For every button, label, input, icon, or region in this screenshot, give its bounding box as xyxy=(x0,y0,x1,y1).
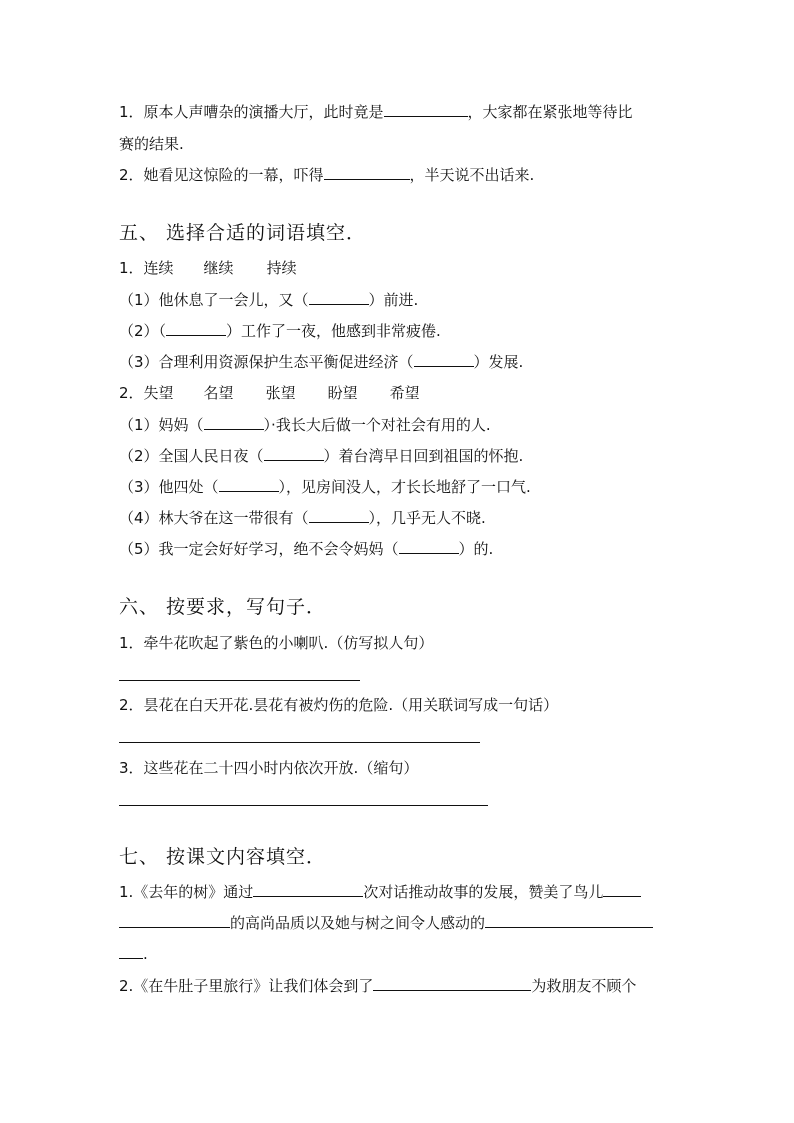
s5-group-2-words xyxy=(119,383,420,403)
s5-g1-s2-text-a: （2）（ xyxy=(119,322,167,340)
s5-g1-s2-blank[interactable] xyxy=(166,321,226,336)
s5-group-1-words xyxy=(119,258,297,278)
s5-g2-word-3: 张望 xyxy=(265,384,296,402)
s5-g1-sentence-3 xyxy=(119,352,523,372)
section-5-title: 五、 选择合适的词语填空． xyxy=(119,222,367,244)
s6-question-3: 3．这些花在二十四小时内依次开放.（缩句） xyxy=(119,759,419,777)
s6-q1-answer-line[interactable] xyxy=(119,680,360,681)
section-7-title: 七、 按课文内容填空． xyxy=(119,846,327,868)
s6-question-1: 1．牵牛花吹起了紫色的小喇叭.（仿写拟人句） xyxy=(119,634,434,652)
s5-g2-s2-text-b: ）着台湾早日回到祖国的怀抱. xyxy=(323,447,524,465)
s7-q1-text-b: 次对话推动故事的发展，赞美了鸟儿 xyxy=(363,883,604,901)
s5-g2-sentence-4 xyxy=(119,508,486,528)
s5-g2-word-1: 2．失望 xyxy=(119,384,174,402)
s5-g1-word-3: 持续 xyxy=(266,259,297,277)
s5-g2-word-4: 盼望 xyxy=(327,384,358,402)
s5-g2-s1-text-b: ）·我长大后做一个对社会有用的人. xyxy=(263,416,491,434)
q4-item-2-text-b: ，半天说不出话来. xyxy=(409,166,535,184)
s7-q1-blank-2a[interactable] xyxy=(603,882,641,897)
s7-q1-blank-3b[interactable] xyxy=(119,944,143,959)
q4-item-1-text-a: 1．原本人声嘈杂的演播大厅，此时竟是 xyxy=(119,103,384,121)
s5-g2-word-5: 希望 xyxy=(389,384,420,402)
q4-item-2-blank[interactable] xyxy=(324,165,410,180)
s7-q1-line-3 xyxy=(119,944,148,964)
s7-q1-blank-1[interactable] xyxy=(253,882,363,897)
s5-g2-word-2: 名望 xyxy=(203,384,234,402)
s5-g2-sentence-5 xyxy=(119,539,493,559)
s5-g2-s5-text-b: ）的. xyxy=(458,540,494,558)
q4-item-1-text-b: ，大家都在紧张地等待比 xyxy=(467,103,633,121)
s7-q1-blank-2b[interactable] xyxy=(119,913,230,928)
s5-g2-s1-blank[interactable] xyxy=(204,415,264,430)
s5-g1-sentence-2 xyxy=(119,321,441,341)
s5-g1-s3-text-a: （3）合理利用资源保护生态平衡促进经济（ xyxy=(119,353,414,371)
s7-q2-line-1 xyxy=(119,976,636,996)
s5-g1-sentence-1 xyxy=(119,290,418,310)
s5-g2-s2-text-a: （2）全国人民日夜（ xyxy=(119,447,264,465)
q4-item-1-blank[interactable] xyxy=(384,102,468,117)
s7-q1-line-1 xyxy=(119,882,641,902)
s5-g2-sentence-3 xyxy=(119,477,531,497)
s5-g2-s4-blank[interactable] xyxy=(309,508,369,523)
s5-g1-s2-text-b: ）工作了一夜，他感到非常疲倦. xyxy=(226,322,441,340)
s5-g2-s3-text-b: ），见房间没人，才长长地舒了一口气. xyxy=(278,478,531,496)
q4-item-1-text-c: 赛的结果. xyxy=(119,135,184,153)
s5-g2-s5-text-a: （5）我一定会好好学习，绝不会令妈妈（ xyxy=(119,540,399,558)
q4-item-1-line-1 xyxy=(119,102,633,122)
s5-g1-word-2: 继续 xyxy=(203,259,234,277)
s5-g2-s1-text-a: （1）妈妈（ xyxy=(119,416,204,434)
s5-g2-s5-blank[interactable] xyxy=(399,539,459,554)
s5-g2-s4-text-b: ），几乎无人不晓. xyxy=(368,509,486,527)
s7-q1-text-a: 1.《去年的树》通过 xyxy=(119,883,254,901)
s7-q2-text-b: 为救朋友不顾个 xyxy=(531,977,637,995)
s7-q1-blank-3a[interactable] xyxy=(485,913,653,928)
s6-q2-answer-line[interactable] xyxy=(119,742,480,743)
s5-g1-s1-text-a: （1）他休息了一会儿，又（ xyxy=(119,291,309,309)
s5-g1-word-1: 1．连续 xyxy=(119,259,174,277)
s6-q3-answer-line[interactable] xyxy=(119,805,488,806)
s5-g2-s4-text-a: （4）林大爷在这一带很有（ xyxy=(119,509,309,527)
s5-g1-s1-blank[interactable] xyxy=(309,290,369,305)
q4-item-2-text-a: 2．她看见这惊险的一幕，吓得 xyxy=(119,166,324,184)
q4-item-1-line-2 xyxy=(119,134,184,154)
s7-q2-text-a: 2.《在牛肚子里旅行》让我们体会到了 xyxy=(119,977,374,995)
s5-g2-s2-blank[interactable] xyxy=(264,446,324,461)
s7-q1-text-d: . xyxy=(143,945,148,963)
s7-q2-blank[interactable] xyxy=(373,976,531,991)
s7-q1-text-c: 的高尚品质以及她与树之间令人感动的 xyxy=(230,914,486,932)
s5-g2-s3-text-a: （3）他四处（ xyxy=(119,478,219,496)
section-6-title: 六、 按要求，写句子． xyxy=(119,596,327,618)
s5-g2-sentence-1 xyxy=(119,415,491,435)
s7-q1-line-2 xyxy=(119,913,653,933)
s5-g1-s1-text-b: ）前进. xyxy=(368,291,419,309)
s5-g1-s3-blank[interactable] xyxy=(414,352,474,367)
s6-question-2: 2．昙花在白天开花.昙花有被灼伤的危险.（用关联词写成一句话） xyxy=(119,696,559,714)
s5-g2-s3-blank[interactable] xyxy=(219,477,279,492)
s5-g1-s3-text-b: ）发展. xyxy=(473,353,524,371)
q4-item-2 xyxy=(119,165,534,185)
s5-g2-sentence-2 xyxy=(119,446,523,466)
